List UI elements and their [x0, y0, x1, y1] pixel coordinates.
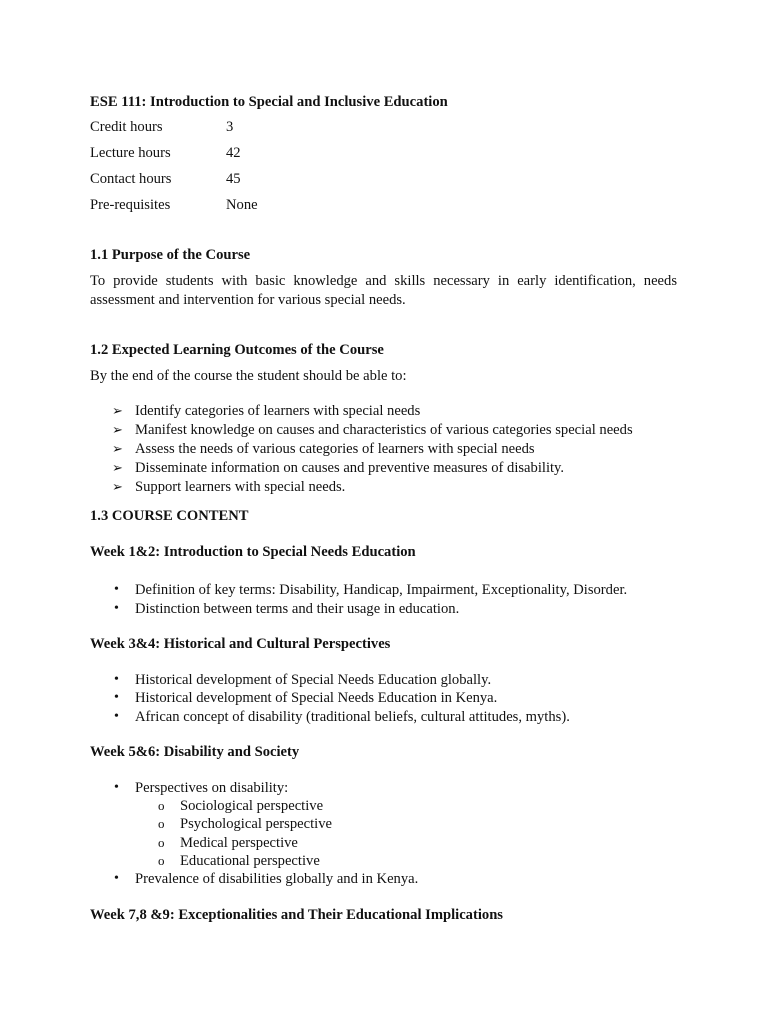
bullet-icon: •	[114, 690, 119, 705]
arrow-bullet-icon: ➢	[112, 404, 123, 419]
list-item: Perspectives on disability:	[135, 780, 289, 796]
outcomes-intro: By the end of the course the student should be able to:	[90, 368, 407, 384]
info-row-credit-hours	[90, 118, 390, 138]
purpose-text: To provide students with basic knowledge and skills necessary in early identification, needs assessment and intervention for various special needs.	[90, 273, 677, 308]
info-value: 3	[226, 119, 234, 135]
info-label: Contact hours	[90, 171, 172, 187]
arrow-bullet-icon: ➢	[112, 442, 123, 457]
bullet-icon: •	[114, 582, 119, 597]
list-item: Historical development of Special Needs Education in Kenya.	[135, 690, 498, 706]
list-item: Assess the needs of various categories of learners with special needs	[135, 441, 535, 457]
section-heading-content: 1.3 COURSE CONTENT	[90, 508, 249, 524]
circle-bullet-icon: o	[158, 835, 165, 850]
circle-bullet-icon: o	[158, 853, 165, 868]
arrow-bullet-icon: ➢	[112, 461, 123, 476]
bullet-icon: •	[114, 871, 119, 886]
list-item: Distinction between terms and their usage in education.	[135, 601, 460, 617]
info-row-contact-hours	[90, 170, 390, 190]
list-item: Prevalence of disabilities globally and in Kenya.	[135, 871, 419, 887]
info-value: None	[226, 197, 258, 213]
sub-list-item: Educational perspective	[180, 853, 320, 869]
list-item: Manifest knowledge on causes and characteristics of various categories special needs	[135, 422, 633, 438]
info-value: 42	[226, 145, 241, 161]
bullet-icon: •	[114, 672, 119, 687]
list-item: Definition of key terms: Disability, Handicap, Impairment, Exceptionality, Disorder.	[135, 582, 628, 598]
arrow-bullet-icon: ➢	[112, 423, 123, 438]
info-label: Pre-requisites	[90, 197, 171, 213]
info-row-lecture-hours	[90, 144, 390, 164]
info-label: Credit hours	[90, 119, 163, 135]
arrow-bullet-icon: ➢	[112, 480, 123, 495]
week-heading: Week 1&2: Introduction to Special Needs Education	[90, 544, 416, 560]
bullet-icon: •	[114, 709, 119, 724]
circle-bullet-icon: o	[158, 816, 165, 831]
week-heading: Week 5&6: Disability and Society	[90, 744, 300, 760]
list-item: African concept of disability (traditional beliefs, cultural attitudes, myths).	[135, 709, 570, 725]
circle-bullet-icon: o	[158, 798, 165, 813]
info-label: Lecture hours	[90, 145, 171, 161]
bullet-icon: •	[114, 601, 119, 616]
bullet-icon: •	[114, 780, 119, 795]
list-item: Disseminate information on causes and preventive measures of disability.	[135, 460, 565, 476]
list-item: Historical development of Special Needs Education globally.	[135, 672, 492, 688]
week-heading: Week 3&4: Historical and Cultural Perspectives	[90, 636, 391, 652]
sub-list-item: Medical perspective	[180, 835, 298, 851]
course-title: ESE 111: Introduction to Special and Inclusive Education	[90, 94, 448, 110]
week-heading: Week 7,8 &9: Exceptionalities and Their Educational Implications	[90, 907, 503, 923]
sub-list-item: Psychological perspective	[180, 816, 332, 832]
section-heading-purpose: 1.1 Purpose of the Course	[90, 247, 251, 263]
list-item: Support learners with special needs.	[135, 479, 346, 495]
section-heading-outcomes: 1.2 Expected Learning Outcomes of the Course	[90, 342, 384, 358]
sub-list-item: Sociological perspective	[180, 798, 324, 814]
info-row-prerequisites	[90, 196, 390, 216]
info-value: 45	[226, 171, 241, 187]
list-item: Identify categories of learners with special needs	[135, 403, 421, 419]
